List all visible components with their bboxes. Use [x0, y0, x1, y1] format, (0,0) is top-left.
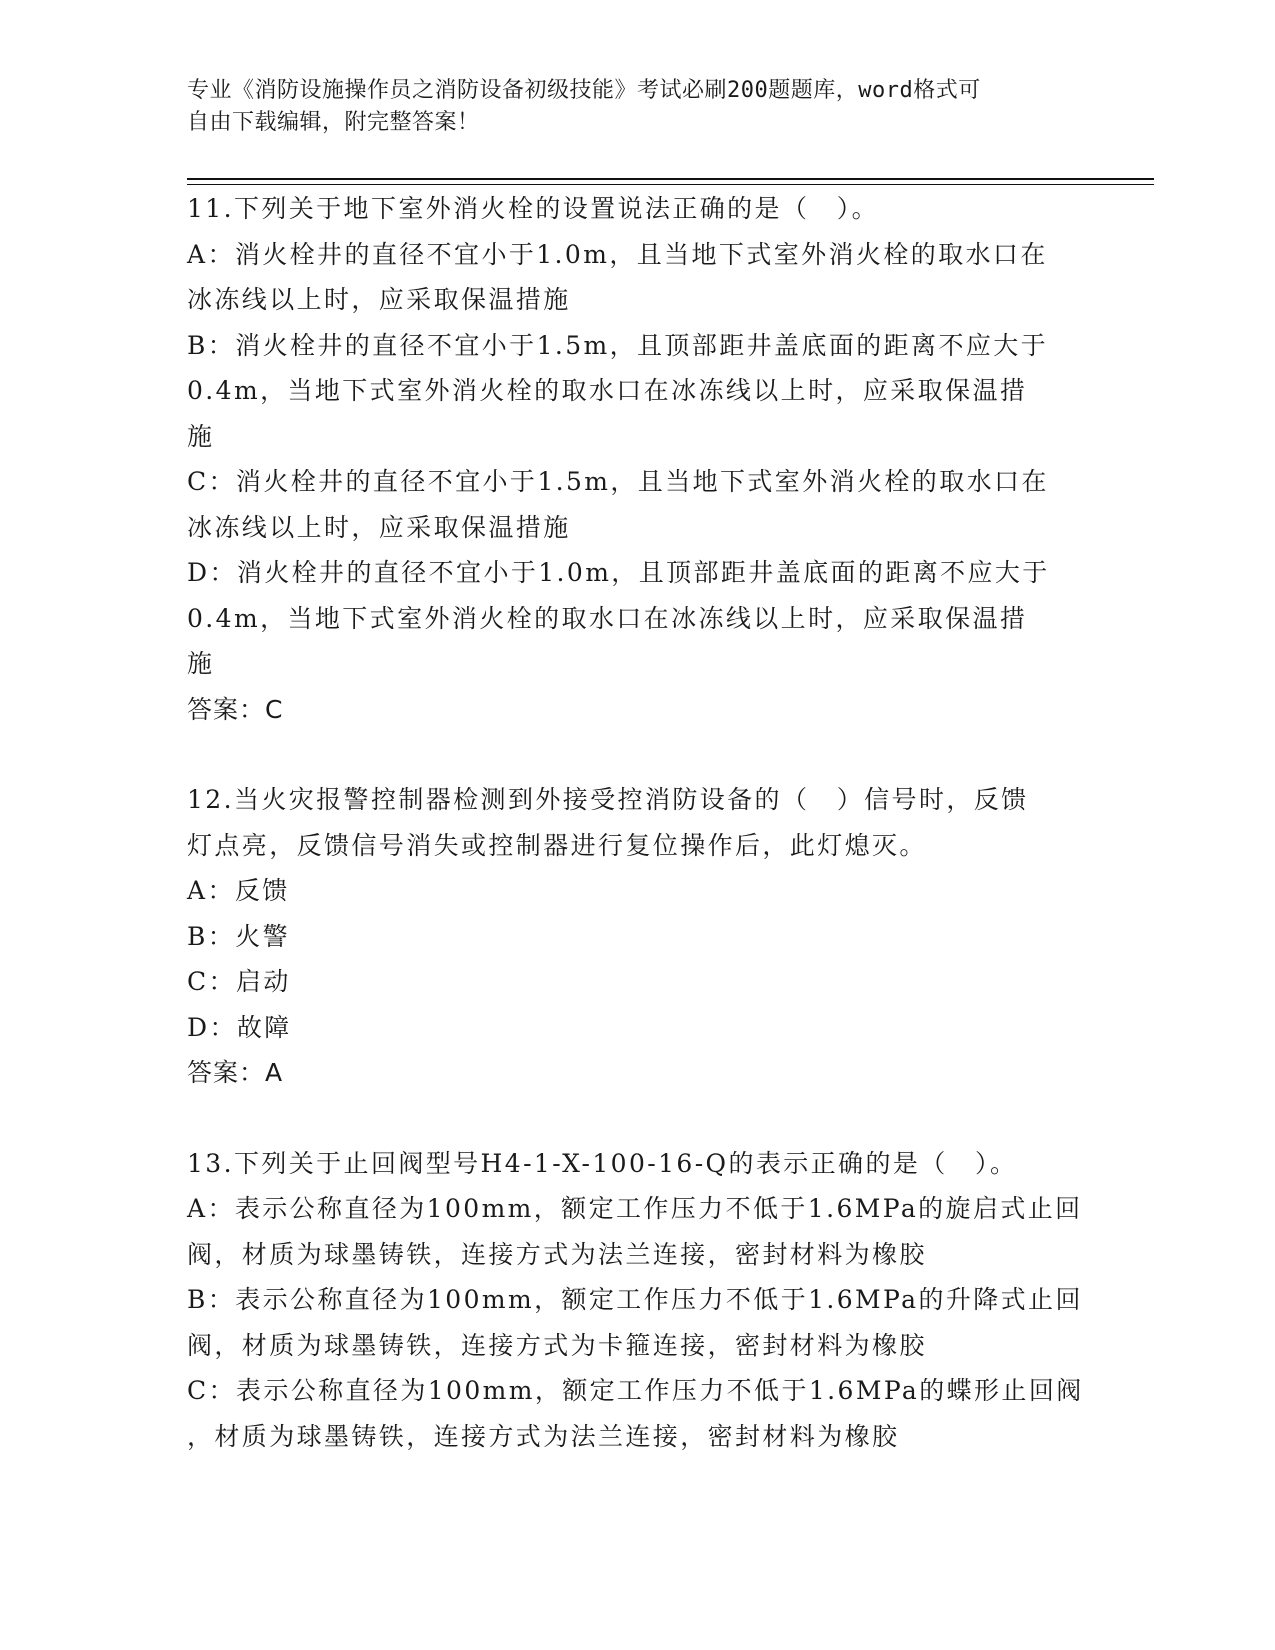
option-a — [187, 868, 1087, 914]
option-line: A：消火栓井的直径不宜小于1.0m，且当地下式室外消火栓的取水口在 — [187, 239, 1048, 269]
option-a — [187, 1186, 1087, 1277]
option-c — [187, 459, 1087, 550]
option-b — [187, 323, 1087, 460]
option-b — [187, 1277, 1087, 1368]
option-a — [187, 232, 1087, 323]
question-stem: 12.当火灾报警控制器检测到外接受控消防设备的（ ）信号时，反馈 — [187, 785, 1029, 814]
option-line: C：消火栓井的直径不宜小于1.5m，且当地下式室外消火栓的取水口在 — [187, 467, 1049, 496]
option-line: 阀，材质为球墨铸铁，连接方式为卡箍连接，密封材料为橡胶 — [187, 1330, 927, 1360]
option-line: 0.4m，当地下式室外消火栓的取水口在冰冻线以上时，应采取保温措 — [187, 376, 1028, 405]
answer: 答案：C — [187, 694, 284, 724]
option-line: B：表示公称直径为100mm，额定工作压力不低于1.6MPa的升降式止回 — [187, 1285, 1083, 1314]
option-line: 阀，材质为球墨铸铁，连接方式为法兰连接，密封材料为橡胶 — [187, 1239, 927, 1269]
option-line: D：故障 — [187, 1012, 292, 1042]
option-line: ，材质为球墨铸铁，连接方式为法兰连接，密封材料为橡胶 — [187, 1421, 900, 1451]
option-line: B：消火栓井的直径不宜小于1.5m，且顶部距井盖底面的距离不应大于 — [187, 330, 1049, 360]
header-divider-thick — [187, 178, 1154, 180]
option-line: A：表示公称直径为100mm，额定工作压力不低于1.6MPa的旋启式止回 — [187, 1194, 1083, 1223]
header-line: 专业《消防设施操作员之消防设备初级技能》考试必刷200题题库，word格式可 — [187, 78, 981, 103]
question-11 — [187, 186, 1087, 732]
question-stem: 11.下列关于地下室外消火栓的设置说法正确的是（ ）。 — [187, 194, 880, 223]
option-line: D：消火栓井的直径不宜小于1.0m，且顶部距井盖底面的距离不应大于 — [187, 558, 1050, 587]
option-b — [187, 914, 1087, 960]
option-line: C：表示公称直径为100mm，额定工作压力不低于1.6MPa的蝶形止回阀 — [187, 1376, 1084, 1405]
question-list — [187, 186, 1087, 1459]
option-line: C：启动 — [187, 967, 291, 996]
header-divider-thin — [187, 184, 1154, 185]
option-line: A：反馈 — [187, 876, 290, 905]
option-line: 施 — [187, 421, 215, 451]
option-line: 冰冻线以上时，应采取保温措施 — [187, 285, 571, 314]
option-d — [187, 550, 1087, 687]
question-12 — [187, 777, 1087, 1096]
answer: 答案：A — [187, 1058, 284, 1087]
question-stem: 灯点亮，反馈信号消失或控制器进行复位操作后，此灯熄灭。 — [187, 830, 927, 860]
document-header — [187, 75, 1087, 139]
question-stem: 13.下列关于止回阀型号H4-1-X-100-16-Q的表示正确的是（ ）。 — [187, 1148, 1018, 1178]
option-line: 施 — [187, 649, 215, 678]
option-d — [187, 1005, 1087, 1051]
question-13 — [187, 1141, 1087, 1460]
header-line: 自由下载编辑，附完整答案！ — [187, 110, 480, 135]
option-c — [187, 1368, 1087, 1459]
option-c — [187, 959, 1087, 1005]
option-line: 0.4m，当地下式室外消火栓的取水口在冰冻线以上时，应采取保温措 — [187, 603, 1028, 633]
option-line: B：火警 — [187, 921, 290, 951]
option-line: 冰冻线以上时，应采取保温措施 — [187, 512, 571, 542]
